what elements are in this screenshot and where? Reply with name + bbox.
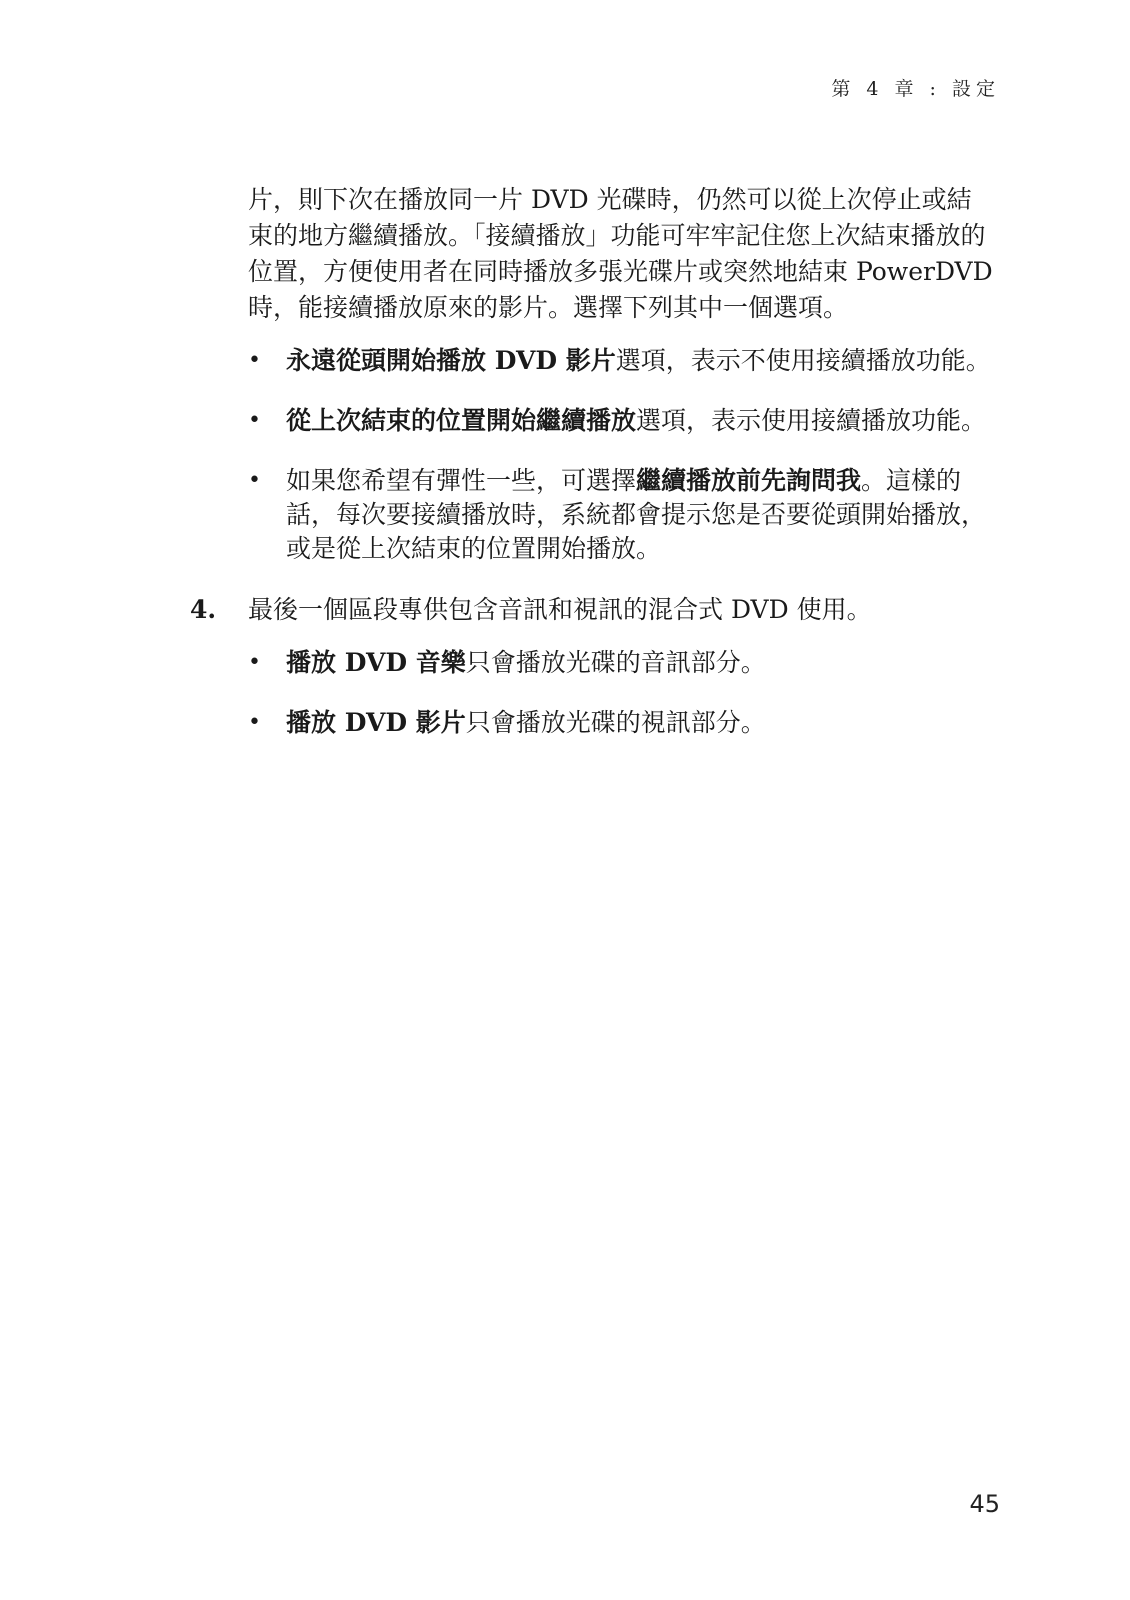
option-description: 只會播放光碟的視訊部分。 xyxy=(465,708,766,737)
page-number: 45 xyxy=(969,1490,1000,1518)
list-item xyxy=(248,706,1006,740)
bullet-icon: • xyxy=(248,650,261,675)
option-description: 。這樣的話，每次要接續播放時，系統都會提示您是否要從頭開始播放，或是從上次結束的位置開始播放。 xyxy=(286,466,987,563)
bullet-icon: • xyxy=(248,348,261,373)
step-4 xyxy=(190,592,1018,628)
page-content xyxy=(190,182,1018,766)
chapter-header: 第 4 章 : 設定 xyxy=(831,78,1000,100)
bullet-icon: • xyxy=(248,408,261,433)
resume-options-list xyxy=(248,344,1018,566)
option-name: 繼續播放前先詢問我 xyxy=(636,466,862,495)
list-item xyxy=(248,404,1006,438)
option-description: 只會播放光碟的音訊部分。 xyxy=(465,648,766,677)
intro-paragraph: 片，則下次在播放同一片 DVD 光碟時，仍然可以從上次停止或結束的地方繼續播放。「接續播放」功能可牢牢記住您上次結束播放的位置，方便使用者在同時播放多張光碟片或突然地結束 PowerDVD 時，能接續播放原來的影片。選擇下列其中一個選項。 xyxy=(248,185,993,322)
option-description: 選項，表示不使用接續播放功能。 xyxy=(615,346,991,375)
option-name: 從上次結束的位置開始繼續播放 xyxy=(286,406,637,435)
step-number: 4. xyxy=(190,595,217,624)
list-item xyxy=(248,344,1006,378)
step-text: 最後一個區段專供包含音訊和視訊的混合式 DVD 使用。 xyxy=(248,595,872,624)
bullet-icon: • xyxy=(248,468,261,493)
bullet-icon: • xyxy=(248,710,261,735)
option-name: 播放 DVD 音樂 xyxy=(286,648,466,677)
option-prefix: 如果您希望有彈性一些，可選擇 xyxy=(286,466,637,495)
list-item xyxy=(248,646,1006,680)
option-description: 選項，表示使用接續播放功能。 xyxy=(636,406,987,435)
option-name: 播放 DVD 影片 xyxy=(286,708,466,737)
list-item xyxy=(248,464,1006,566)
option-name: 永遠從頭開始播放 DVD 影片 xyxy=(286,346,616,375)
mixed-dvd-options-list xyxy=(248,646,1018,740)
